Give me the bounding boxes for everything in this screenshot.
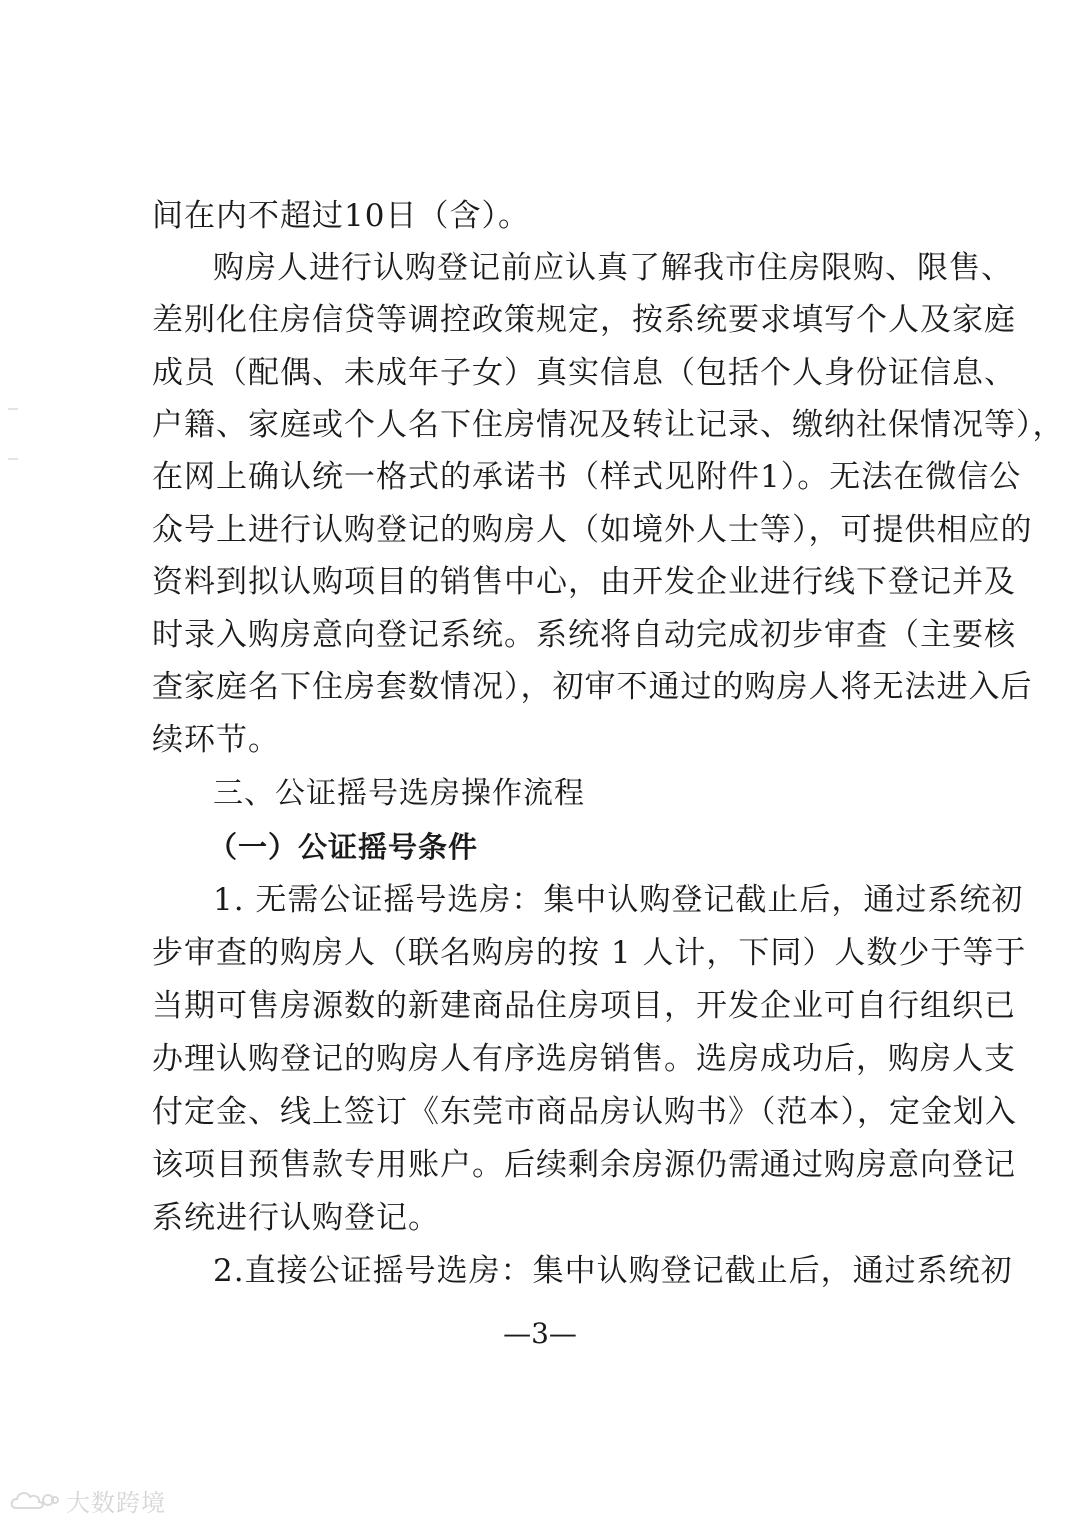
text-line-21: 2.直接公证摇号选房：集中认购登记截止后，通过系统初 (213, 1253, 1013, 1289)
page-number: —3— (503, 1317, 577, 1350)
cloud-logo-icon (8, 1486, 60, 1514)
binding-mark (8, 458, 18, 460)
text-line-3: 差别化住房信贷等调控政策规定，按系统要求填写个人及家庭 (152, 302, 1016, 338)
text-line-15: 步审查的购房人（联名购房的按 1 人计，下同）人数少于等于 (152, 935, 1027, 971)
text-line-18: 付定金、线上签订《东莞市商品房认购书》（范本），定金划入 (152, 1094, 1017, 1130)
text-line-8: 资料到拟认购项目的销售中心，由开发企业进行线下登记并及 (152, 564, 1016, 600)
text-line-9: 时录入购房意向登记系统。系统将自动完成初步审查（主要核 (152, 617, 1016, 653)
text-line-20: 系统进行认购登记。 (152, 1200, 440, 1236)
text-line-1: 间在内不超过10日（含）。 (152, 198, 530, 234)
section-heading: 三、公证摇号选房操作流程 (213, 776, 585, 811)
text-line-11: 续环节。 (152, 722, 280, 758)
text-line-2: 购房人进行认购登记前应认真了解我市住房限购、限售、 (213, 250, 1013, 286)
binding-mark (8, 408, 18, 410)
text-line-10: 查家庭名下住房套数情况），初审不通过的购房人将无法进入后 (152, 669, 1033, 705)
text-line-17: 办理认购登记的购房人有序选房销售。选房成功后，购房人支 (152, 1041, 1016, 1077)
text-line-6: 在网上确认统一格式的承诺书（样式见附件1）。无法在微信公 (152, 459, 1022, 495)
subsection-heading: （一）公证摇号条件 (208, 830, 479, 864)
text-line-7: 众号上进行认购登记的购房人（如境外人士等），可提供相应的 (152, 512, 1033, 548)
text-line-14: 1. 无需公证摇号选房：集中认购登记截止后，通过系统初 (213, 882, 1024, 918)
text-line-5: 户籍、家庭或个人名下住房情况及转让记录、缴纳社保情况等）， (152, 407, 1065, 443)
watermark (8, 1480, 166, 1520)
text-line-4: 成员（配偶、未成年子女）真实信息（包括个人身份证信息、 (152, 355, 1016, 391)
text-line-16: 当期可售房源数的新建商品住房项目，开发企业可自行组织已 (152, 988, 1016, 1024)
text-line-19: 该项目预售款专用账户。后续剩余房源仍需通过购房意向登记 (152, 1147, 1016, 1183)
watermark-text: 大数跨境 (66, 1488, 166, 1517)
